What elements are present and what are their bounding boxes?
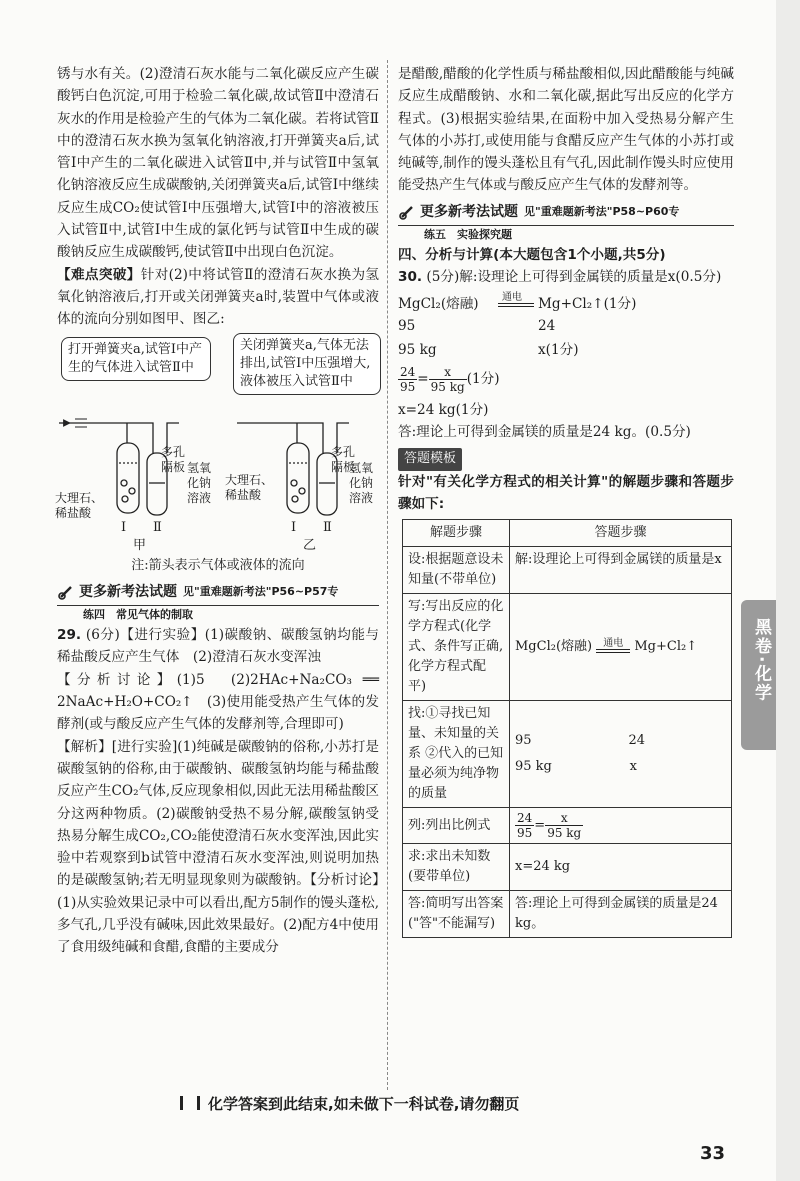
figure-note: 注:箭头表示气体或液体的流向: [131, 557, 305, 573]
table-cell: 答:理论上可得到金属镁的质量是24 kg。: [510, 891, 732, 938]
q30-answer: 答:理论上可得到金属镁的质量是24 kg。(0.5分): [398, 423, 691, 440]
naoh-label-a: 氢氧化钠溶液: [187, 460, 212, 505]
more-questions-2: [398, 201, 734, 223]
table-cell: 列:列出比例式: [403, 808, 510, 844]
table-ratio-num-1: 24: [517, 811, 533, 826]
table-cell: 求:求出未知数(要带单位): [403, 844, 510, 891]
difficulty-breakthrough: [57, 264, 379, 331]
marble-label-a: 大理石、稀盐酸: [55, 490, 104, 520]
answer-template-tag: [398, 447, 734, 470]
q29-analysis: 【解析】[进行实验](1)纯碱是碳酸钠的俗称,小苏打是碳酸氢钠的俗称,由于碳酸钠、碳酸氢钠均能与稀盐酸反应产生CO₂气体,反应现象相似,因此无法用稀盐酸区分这两种物质。(2)碳酸钠受热不易分解,碳酸氢钠受热易分解生成CO₂,CO₂能使澄清石灰水变浑浊,因此实验中若观察到b试管中澄清石灰水变浑浊,则说明加热的是碳酸氢钠;若无明显现象则为碳酸钠。【分析讨论】(1)从实验效果记录中可以看出,配方5制作的馒头蓬松,多气孔,几乎没有碱味,因此效果最好。(2)配方4中使用了食用级纯碱和食醋,食醋的主要成分: [57, 738, 380, 956]
q29-discussion: 【分析讨论】(1)5 (2)2HAc+Na₂CO₃ ══ 2NaAc+H₂O+CO₂↑ (3)使用能受热产生气体的发酵剂(或与酸反应产生气体的发酵剂等,合理即可): [57, 671, 379, 733]
table-cell-ratio: $\frac{24}{95}$ = $\frac{x}{95 kg}$: [510, 808, 732, 844]
more-questions-1-ref: 见"重难题新考法"P56~P57专: [183, 584, 339, 598]
tube-1-label-b: Ⅰ: [291, 519, 297, 535]
section-4-heading: 四、分析与计算(本大题包含1个小题,共5分): [398, 247, 666, 264]
table-ratio-den-2: 95 kg: [547, 826, 582, 841]
tube-2-label-b: Ⅱ: [323, 519, 332, 535]
table-mass-95kg: 95 kg: [515, 759, 552, 775]
table-mass-95: 95: [515, 733, 532, 749]
table-mass-24: 24: [628, 733, 645, 749]
table-cell: x=24 kg: [510, 844, 732, 891]
marble-label-b: 大理石、稀盐酸: [225, 472, 274, 502]
table-header-steps: 解题步骤: [403, 520, 510, 547]
table-row: [403, 547, 732, 594]
difficulty-text: 针对(2)中将试管Ⅱ的澄清石灰水换为氢氧化钠溶液后,打开或关闭弹簧夹a时,装置中气体或液体的流向分别如图甲、图乙:: [57, 266, 380, 328]
left-column: [57, 63, 379, 959]
solution-steps-table: [402, 519, 732, 938]
figure-label-yi: 乙: [303, 537, 317, 553]
table-cell: 设:根据题意设未知量(不带单位): [403, 547, 510, 594]
table-row: [403, 808, 732, 844]
table-cell: 找:①寻找已知量、未知量的关系 ②代入的已知量必须为纯净物的质量: [403, 701, 510, 808]
difficulty-heading: 【难点突破】: [57, 266, 141, 283]
q29-number: 29.: [57, 627, 82, 644]
q30-ratio: $\frac{24}{95}$ = $\frac{x}{95 kg}$ (1分): [400, 364, 500, 394]
porous-plate-label-a: 多孔隔板: [161, 444, 186, 474]
q30-number: 30.: [398, 269, 423, 286]
q30-text: (5分)解:设理论上可得到金属镁的质量是x(0.5分): [426, 269, 722, 286]
q30-equation: [398, 289, 734, 315]
more-questions-2-ref: 见"重难题新考法"P58~P60专: [524, 204, 680, 218]
link-icon: [57, 583, 75, 601]
table-eq-condition: 通电: [603, 638, 624, 650]
table-row: [403, 844, 732, 891]
tube-2-label-a: Ⅱ: [153, 519, 162, 535]
page-number: 33: [700, 1143, 726, 1164]
naoh-label-b: 氢氧化钠溶液: [349, 460, 374, 505]
q30-mass-row-2: [398, 339, 734, 365]
table-row: [403, 701, 732, 808]
callout-open-clamp: 打开弹簧夹a,试管Ⅰ中产生的气体进入试管Ⅱ中: [61, 337, 211, 381]
equation-products: Mg+Cl₂↑(1分): [538, 295, 637, 312]
column-divider: [387, 60, 388, 1090]
table-header-answer: 答题步骤: [510, 520, 732, 547]
more-questions-2-sub: 练五 实验探究题: [398, 225, 734, 244]
table-mass-x: x: [629, 759, 637, 775]
table-eq-products: Mg+Cl₂↑: [634, 639, 698, 655]
table-cell: 写:写出反应的化学方程式(化学式、条件写正确,化学方程式配平): [403, 594, 510, 701]
q28-explanation: 锈与水有关。(2)澄清石灰水能与二氧化碳反应产生碳酸钙白色沉淀,可用于检验二氧化碳,故试管Ⅱ中澄清石灰水的作用是检验产生的气体为二氧化碳。若将试管Ⅱ中的澄清石灰水换为氢氧化钠溶液,打开弹簧夹a后,试管Ⅰ中产生的二氧化碳进入试管Ⅱ中,并与试管Ⅱ中氢氧化钠溶液反应生成碳酸钠,关闭弹簧夹a后,试管Ⅰ中继续反应生成CO₂使试管Ⅰ中压强增大,试管Ⅰ中的溶液被压入试管Ⅱ中,试管Ⅰ中生成的氯化钙与试管Ⅱ中生成的碳酸钠反应生成碳酸钙,使试管Ⅱ中出现白色沉淀。: [57, 66, 379, 261]
table-row: [403, 891, 732, 938]
q30-mass-row-1: [398, 315, 734, 339]
subject-side-tab: [741, 600, 776, 750]
more-questions-1-sub: 练四 常见气体的制取: [57, 605, 379, 624]
more-questions-2-title: 更多新考法试题: [420, 203, 518, 220]
table-cell-masses: [510, 701, 732, 808]
side-tab-label: 黑卷·化学: [751, 618, 771, 703]
molar-mass-mgcl2: 95: [398, 317, 416, 334]
footer-text: 化学答案到此结束,如未做下一科试卷,请勿翻页: [208, 1095, 520, 1113]
ratio-num-1: 24: [400, 364, 416, 379]
apparatus-drawing: [57, 403, 379, 571]
equation-reactant: MgCl₂(熔融): [398, 295, 479, 312]
footer-notice: [180, 1093, 600, 1114]
ratio-den-1: 95: [400, 379, 416, 394]
more-questions-1-title: 更多新考法试题: [79, 583, 177, 600]
table-header-row: [403, 520, 732, 547]
q29-text: (6分)【进行实验】(1)碳酸钠、碳酸氢钠均能与稀盐酸反应产生气体 (2)澄清石灰水变浑浊: [57, 627, 380, 666]
table-eq-arrow: [596, 639, 630, 653]
table-cell-equation: [510, 594, 732, 701]
ratio-den-2: 95 kg: [430, 379, 465, 394]
porous-plate-label-b: 多孔隔板: [331, 444, 356, 474]
more-questions-1: [57, 581, 379, 603]
table-ratio-den-1: 95: [517, 826, 533, 841]
table-ratio-num-2: x: [545, 811, 583, 826]
ratio-num-2: x: [429, 365, 467, 380]
template-tag-label: 答题模板: [398, 448, 462, 470]
q29-analysis-cont: 是醋酸,醋酸的化学性质与稀盐酸相似,因此醋酸能与纯碱反应生成醋酸钠、水和二氧化碳,据此写出反应的化学方程式。(3)根据实验结果,在面粉中加入受热易分解产生气体的小苏打,或使用能与食醋反应产生气体的小苏打或纯碱等,制作的馒头蓬松且有气孔,因此制作馒头时应使用能受热产生气体或与酸反应产生气体的发酵剂等。: [398, 66, 734, 194]
table-cell: 解:设理论上可得到金属镁的质量是x: [510, 547, 732, 594]
given-mass: 95 kg: [398, 341, 437, 358]
q30-result: x=24 kg(1分): [398, 401, 489, 418]
table-cell: 答:简明写出答案("答"不能漏写): [403, 891, 510, 938]
template-intro: 针对"有关化学方程式的相关计算"的解题步骤和答题步骤如下:: [398, 473, 734, 512]
molar-mass-mg: 24: [538, 317, 556, 334]
link-icon: [398, 203, 416, 221]
right-column: [398, 63, 734, 938]
equation-condition: 通电: [502, 291, 522, 303]
q30-intro: [398, 266, 734, 288]
ratio-score: (1分): [466, 370, 500, 387]
callout-close-clamp: 关闭弹簧夹a,气体无法排出,试管Ⅰ中压强增大,液体被压入试管Ⅱ中: [233, 333, 381, 395]
apparatus-figure: [57, 333, 379, 553]
q29-answer: [57, 624, 379, 669]
unknown-mass: x(1分): [538, 341, 579, 358]
table-row: [403, 594, 732, 701]
figure-label-jia: 甲: [133, 537, 147, 553]
tube-1-label-a: Ⅰ: [121, 519, 127, 535]
equation-arrow: [498, 303, 534, 307]
table-eq-reactant: MgCl₂(熔融): [515, 639, 593, 655]
bar-icon: [180, 1096, 200, 1110]
